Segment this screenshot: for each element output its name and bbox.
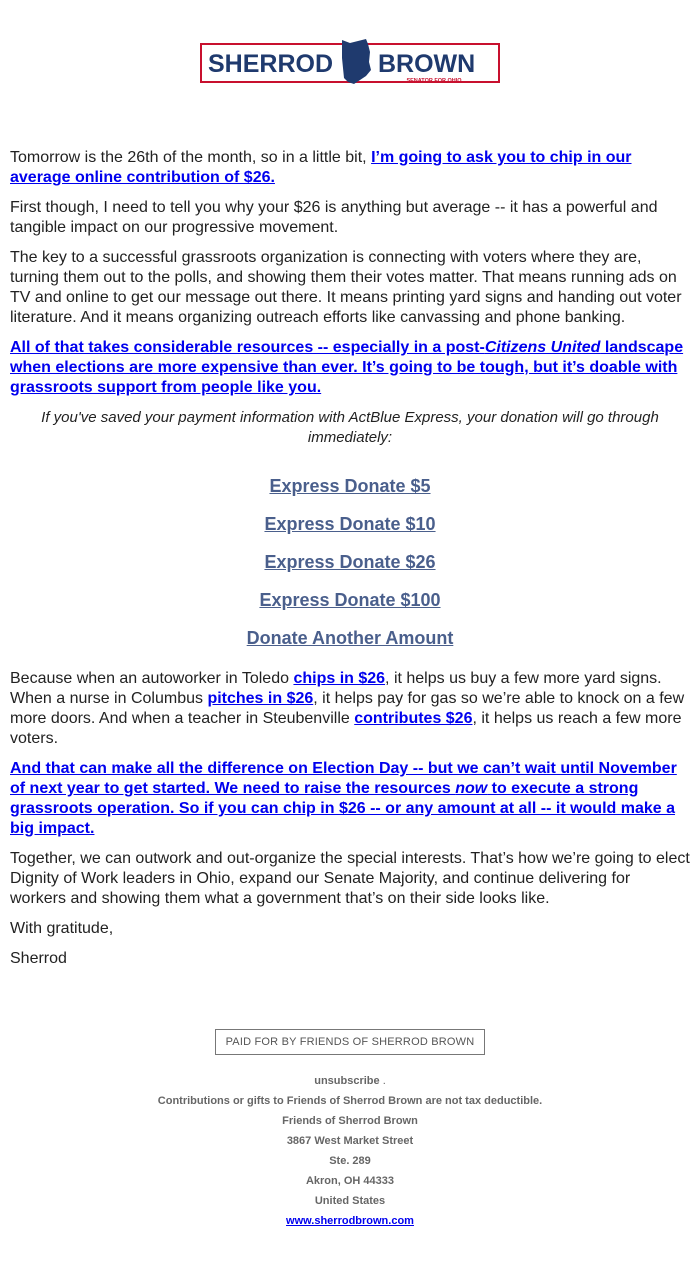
intro-paragraph xyxy=(10,148,690,188)
impact-text-c: , it helps pay for gas so we’re able to knock on a few more doors. And when a teacher in Steubenville xyxy=(10,690,685,727)
tax-disclaimer: Contributions or gifts to Friends of Sherrod Brown are not tax deductible. xyxy=(157,1095,543,1107)
express-donate-5-link[interactable]: Express Donate $5 xyxy=(269,476,431,496)
express-note: If you've saved your payment information with ActBlue Express, your donation will go through immediately: xyxy=(41,409,659,446)
impact-text-a: Because when an autoworker in Toledo xyxy=(10,670,294,687)
signature: Sherrod xyxy=(10,950,67,967)
resources-text-a: All of that takes considerable resources -- especially in a post- xyxy=(10,339,485,356)
pitches-in-link[interactable]: pitches in $26 xyxy=(207,690,314,707)
logo-name-right: BROWN xyxy=(378,50,476,78)
street-address: 3867 West Market Street xyxy=(286,1135,414,1147)
election-text-a: And that can make all the difference on Election Day -- but we can’t wait until November of next year to get started. We need to raise the resources xyxy=(10,760,677,797)
org-name: Friends of Sherrod Brown xyxy=(282,1115,418,1127)
unsubscribe-suffix: . xyxy=(379,1075,386,1087)
country-address: United States xyxy=(314,1195,386,1207)
logo-name-left: SHERROD xyxy=(208,50,334,78)
unsubscribe-line xyxy=(0,1071,700,1091)
chip-in-link[interactable]: I’m going to ask you to chip in our average online contribution of $26. xyxy=(10,149,632,186)
logo-header xyxy=(0,38,700,86)
election-day-link[interactable] xyxy=(10,760,677,837)
impact-paragraph xyxy=(10,669,690,749)
logo-graphic xyxy=(200,38,500,86)
unsubscribe-link[interactable]: unsubscribe xyxy=(314,1075,380,1087)
logo-tagline: SENATOR FOR OHIO xyxy=(406,78,462,84)
city-address: Akron, OH 44333 xyxy=(305,1175,395,1187)
donate-another-amount-link[interactable]: Donate Another Amount xyxy=(246,628,454,648)
citizens-united-text: Citizens United xyxy=(484,339,601,356)
election-day-paragraph[interactable] xyxy=(10,759,690,839)
resources-link[interactable] xyxy=(10,339,683,396)
express-donate-10-link[interactable]: Express Donate $10 xyxy=(264,514,436,534)
impact-text-d: , it helps us reach a few more voters. xyxy=(10,710,682,747)
resources-text-b: landscape when elections are more expensive than ever. It’s going to be tough, but it’s doable with grassroots support from people like you. xyxy=(10,339,684,396)
email-footer xyxy=(0,1029,700,1231)
impact-text-b: , it helps us buy a few more yard signs. When a nurse in Columbus xyxy=(10,670,662,707)
intro-text: Tomorrow is the 26th of the month, so in a little bit, xyxy=(10,149,372,166)
sherrod-brown-logo xyxy=(200,38,500,86)
website-link[interactable]: www.sherrodbrown.com xyxy=(286,1215,414,1227)
contributes-link[interactable]: contributes $26 xyxy=(354,710,473,727)
resources-paragraph[interactable] xyxy=(10,338,690,398)
email-body xyxy=(10,148,690,979)
paid-for-box: PAID FOR BY FRIENDS OF SHERROD BROWN xyxy=(215,1029,486,1055)
express-donate-100-link[interactable]: Express Donate $100 xyxy=(259,590,441,610)
express-donate-26-link[interactable]: Express Donate $26 xyxy=(264,552,436,572)
now-text: now xyxy=(455,780,488,797)
together-paragraph: Together, we can outwork and out-organize the special interests. That’s how we’re going to elect Dignity of Work leaders in Ohio, expand our Senate Majority, and continue delivering for workers and showing them what a government that’s on their side looks like. xyxy=(10,850,690,907)
closing-text: With gratitude, xyxy=(10,920,114,937)
chips-in-link[interactable]: chips in $26 xyxy=(293,670,386,687)
suite-address: Ste. 289 xyxy=(329,1155,371,1167)
donate-links xyxy=(10,475,690,649)
election-text-b: to execute a strong grassroots operation. So if you can chip in $26 -- or any amount at all -- it would make a big impact. xyxy=(10,780,676,837)
grassroots-paragraph: The key to a successful grassroots organization is connecting with voters where they are, turning them out to the polls, and showing them their votes matter. That means running ads on TV and online to get our message out there. It means printing yard signs and handing out voter literature. And it means organizing outreach efforts like canvassing and phone banking. xyxy=(10,249,682,326)
average-paragraph: First though, I need to tell you why your $26 is anything but average -- it has a powerful and tangible impact on our progressive movement. xyxy=(10,199,658,236)
